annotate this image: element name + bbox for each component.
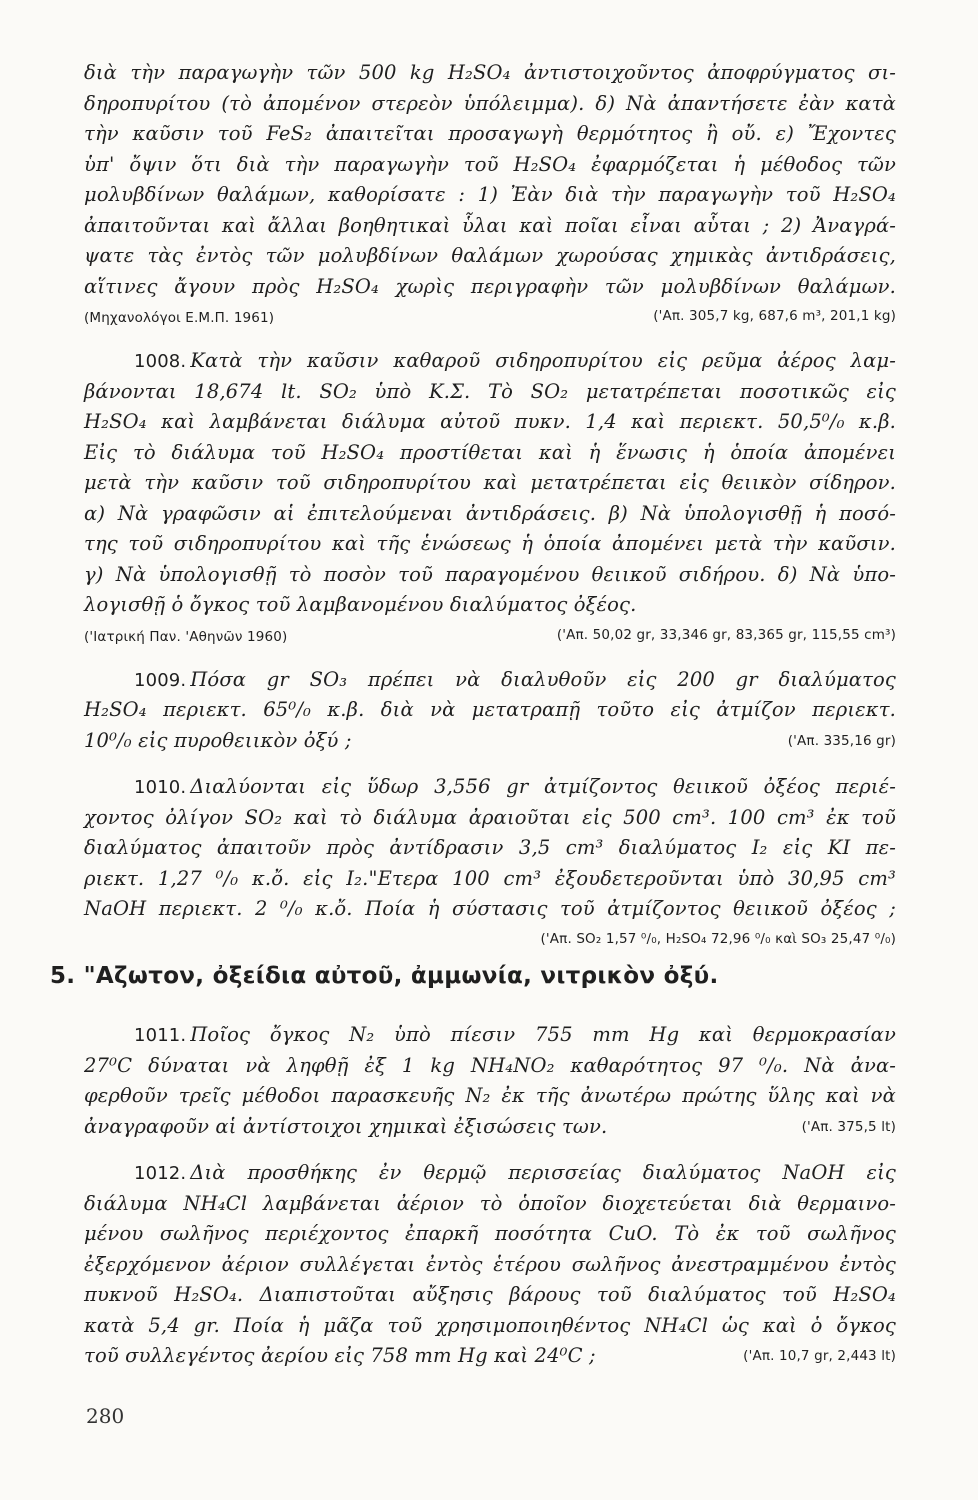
- text-line: Ποῖος ὄγκος N₂ ὑπὸ πίεσιν 755 mm Hg καὶ θερμοκρασίαν: [190, 1023, 896, 1046]
- text-line: 10⁰/₀ εἰς πυροθειικὸν ὀξύ ;: [84, 728, 352, 752]
- problem-first-line: [84, 665, 896, 696]
- problem-first-line: [84, 346, 896, 377]
- text-line: διαλύματος ἀπαιτοῦν πρὸς ἀντίδρασιν 3,5 cm³ διαλύματος I₂ εἰς KI πε-: [84, 836, 896, 859]
- text-line: της τοῦ σιδηροπυρίτου καὶ τῆς ἑνώσεως ἡ ὁποία ἀπομένει μετὰ τὴν καῦσιν.: [84, 532, 896, 555]
- text-line: τοῦ συλλεγέντος ἀερίου εἰς 758 mm Hg καὶ 24⁰C ;: [84, 1344, 596, 1367]
- text-line: α) Νὰ γραφῶσιν αἱ ἐπιτελούμεναι ἀντιδράσεις. β) Νὰ ὑπολογισθῇ ἡ ποσό-: [84, 501, 896, 525]
- page-number: 280: [86, 1404, 125, 1428]
- source-line: [84, 302, 896, 330]
- text-line: Διαλύονται εἰς ὕδωρ 3,556 gr ἀτμίζοντος θειικοῦ ὀξέος περιέ-: [190, 775, 896, 798]
- text-line: χοντος ὀλίγον SO₂ καὶ τὸ διάλυμα ἀραιοῦται εἰς 500 cm³. 100 cm³ ἐκ τοῦ: [84, 805, 896, 829]
- problem-first-line: [84, 1020, 896, 1051]
- text-line: H₂SO₄ καὶ λαμβάνεται διάλυμα αὐτοῦ πυκν. 1,4 καὶ περιεκτ. 50,5⁰/₀ κ.β.: [84, 410, 896, 433]
- text-line: αἵτινες ἄγουν πρὸς H₂SO₄ χωρὶς περιγραφὴν τῶν μολυβδίνων θαλάμων.: [84, 274, 896, 298]
- problem-1011: [84, 1020, 896, 1142]
- text-line: Εἰς τὸ διάλυμα τοῦ H₂SO₄ προστίθεται καὶ ἡ ἕνωσις ἡ ὁποία ἀπομένει: [84, 440, 896, 464]
- answer-text: ('Απ. 335,16 gr): [787, 732, 896, 749]
- problem-1009: [84, 665, 896, 757]
- page-body: [84, 58, 896, 953]
- text-line: ριεκτ. 1,27 ⁰/₀ κ.ὄ. εἰς I₂."Ετερα 100 cm³ ἐξουδετεροῦνται ὑπὸ 30,95 cm³: [84, 866, 896, 890]
- text-line: μένου σωλῆνος περιέχοντος ἐπαρκῆ ποσότητα CuO. Τὸ ἐκ τοῦ σωλῆνος: [84, 1222, 896, 1245]
- source-citation: (Μηχανολόγοι Ε.Μ.Π. 1961): [84, 310, 275, 326]
- answer-text: ('Απ. 50,02 gr, 33,346 gr, 83,365 gr, 115,55 cm³): [556, 626, 896, 643]
- answer-text: ('Απ. SO₂ 1,57 ⁰/₀, H₂SO₄ 72,96 ⁰/₀ καὶ SO₃ 25,47 ⁰/₀): [540, 930, 896, 947]
- text-line: δηροπυρίτου (τὸ ἀπομένον στερεὸν ὑπόλειμμα). δ) Νὰ ἀπαντήσετε ἐὰν κατὰ: [84, 91, 896, 115]
- text-line: Κατὰ τὴν καῦσιν καθαροῦ σιδηροπυρίτου εἰς ρεῦμα ἀέρος λαμ-: [190, 349, 896, 372]
- source-citation: ('Ιατρική Παν. 'Αθηνῶν 1960): [84, 628, 288, 645]
- text-line: ἐξερχόμενον ἀέριον συλλέγεται ἐντὸς ἑτέρου σωλῆνος ἀνεστραμμένου ἐντὸς: [84, 1252, 896, 1276]
- text-line: 27⁰C δύναται νὰ ληφθῇ ἐξ 1 kg NH₄NO₂ καθαρότητος 97 ⁰/₀. Νὰ ἀνα-: [84, 1053, 896, 1077]
- text-line: διὰ τὴν παραγωγὴν τῶν 500 kg H₂SO₄ ἀντιστοιχοῦντος ἀποφρύγματος σι-: [84, 61, 896, 84]
- answer-line: [84, 925, 896, 953]
- problem-number: 1008.: [134, 351, 187, 372]
- text-line: ἀπαιτοῦνται καὶ ἄλλαι βοηθητικαὶ ὗλαι καὶ ποῖαι εἶναι αὗται ; 2) Ἀναγρά-: [84, 213, 896, 237]
- text-line: φερθοῦν τρεῖς μέθοδοι παρασκευῆς N₂ ἐκ τῆς ἀνωτέρω πρώτης ὕλης καὶ νὰ: [84, 1084, 896, 1107]
- answer-text: ('Απ. 375,5 lt): [801, 1118, 896, 1135]
- text-line: κατὰ 5,4 gr. Ποία ἡ μᾶζα τοῦ χρησιμοποιηθέντος NH₄Cl ὡς καὶ ὁ ὄγκος: [84, 1313, 896, 1337]
- text-line: Πόσα gr SO₃ πρέπει νὰ διαλυθοῦν εἰς 200 gr διαλύματος: [190, 667, 896, 691]
- text-line: ὑπ' ὄψιν ὅτι διὰ τὴν παραγωγὴν τοῦ H₂SO₄ ἐφαρμόζεται ἡ μέθοδος τῶν: [84, 152, 896, 176]
- text-line: ψατε τὰς ἐντὸς τῶν μολυβδίνων θαλάμων χωρούσας χημικὰς ἀντιδράσεις,: [84, 244, 896, 267]
- text-line: ἀναγραφοῦν αἱ ἀντίστοιχοι χημικαὶ ἐξισώσεις των.: [84, 1114, 608, 1138]
- text-line: πυκνοῦ H₂SO₄. Διαπιστοῦται αὔξησις βάρους τοῦ διαλύματος τοῦ H₂SO₄: [84, 1283, 896, 1306]
- answer-text: ('Απ. 305,7 kg, 687,6 m³, 201,1 kg): [653, 308, 896, 324]
- section-heading: 5. "Αζωτον, ὀξείδια αὐτοῦ, ἀμμωνία, νιτρικὸν ὀξύ.: [50, 963, 719, 989]
- problem-number: 1012.: [134, 1163, 187, 1184]
- intro-paragraph: [84, 58, 896, 330]
- text-line: μετὰ τὴν καῦσιν τοῦ σιδηροπυρίτου καὶ μετατρέπεται εἰς θειικὸν σίδηρον.: [84, 471, 896, 494]
- problem-number: 1010.: [134, 777, 187, 798]
- text-line: μολυβδίνων θαλάμων, καθορίσατε : 1) Ἐὰν διὰ τὴν παραγωγὴν τοῦ H₂SO₄: [84, 183, 896, 206]
- problem-number: 1011.: [134, 1025, 187, 1046]
- text-line: λογισθῇ ὁ ὄγκος τοῦ λαμβανομένου διαλύματος ὀξέος.: [84, 593, 637, 616]
- problem-1010: [84, 772, 896, 953]
- text-line: διάλυμα NH₄Cl λαμβάνεται ἀέριον τὸ ὁποῖον διοχετεύεται διὰ θερμαινο-: [84, 1191, 896, 1215]
- answer-text: ('Απ. 10,7 gr, 2,443 lt): [743, 1348, 896, 1364]
- text-line: βάνονται 18,674 lt. SO₂ ὑπὸ Κ.Σ. Τὸ SO₂ μετατρέπεται ποσοτικῶς εἰς: [84, 379, 896, 403]
- problem-number: 1009.: [134, 669, 187, 691]
- text-line: Διὰ προσθήκης ἐν θερμῷ περισσείας διαλύματος NaOH εἰς: [190, 1161, 896, 1184]
- source-line: [84, 621, 896, 649]
- problem-last-line: [84, 726, 896, 757]
- problem-first-line: [84, 1158, 896, 1189]
- problem-1008: [84, 346, 896, 649]
- text-line: H₂SO₄ περιεκτ. 65⁰/₀ κ.β. διὰ νὰ μετατραπῇ τοῦτο εἰς ἀτμίζον περιεκτ.: [84, 698, 896, 721]
- problem-last-line: [84, 1341, 896, 1372]
- problem-last-line: [84, 1112, 896, 1143]
- problem-1012: [84, 1158, 896, 1372]
- text-line: τὴν καῦσιν τοῦ FeS₂ ἀπαιτεῖται προσαγωγὴ θερμότητος ἢ οὔ. ε) Ἔχοντες: [84, 122, 896, 145]
- text-line: NaOH περιεκτ. 2 ⁰/₀ κ.ὄ. Ποία ἡ σύστασις τοῦ ἀτμίζοντος θειικοῦ ὀξέος ;: [84, 897, 896, 920]
- page-body-lower: [84, 1020, 896, 1372]
- problem-first-line: [84, 772, 896, 803]
- text-line: γ) Νὰ ὑπολογισθῇ τὸ ποσὸν τοῦ παραγομένου θειικοῦ σιδήρου. δ) Νὰ ὑπο-: [84, 562, 896, 586]
